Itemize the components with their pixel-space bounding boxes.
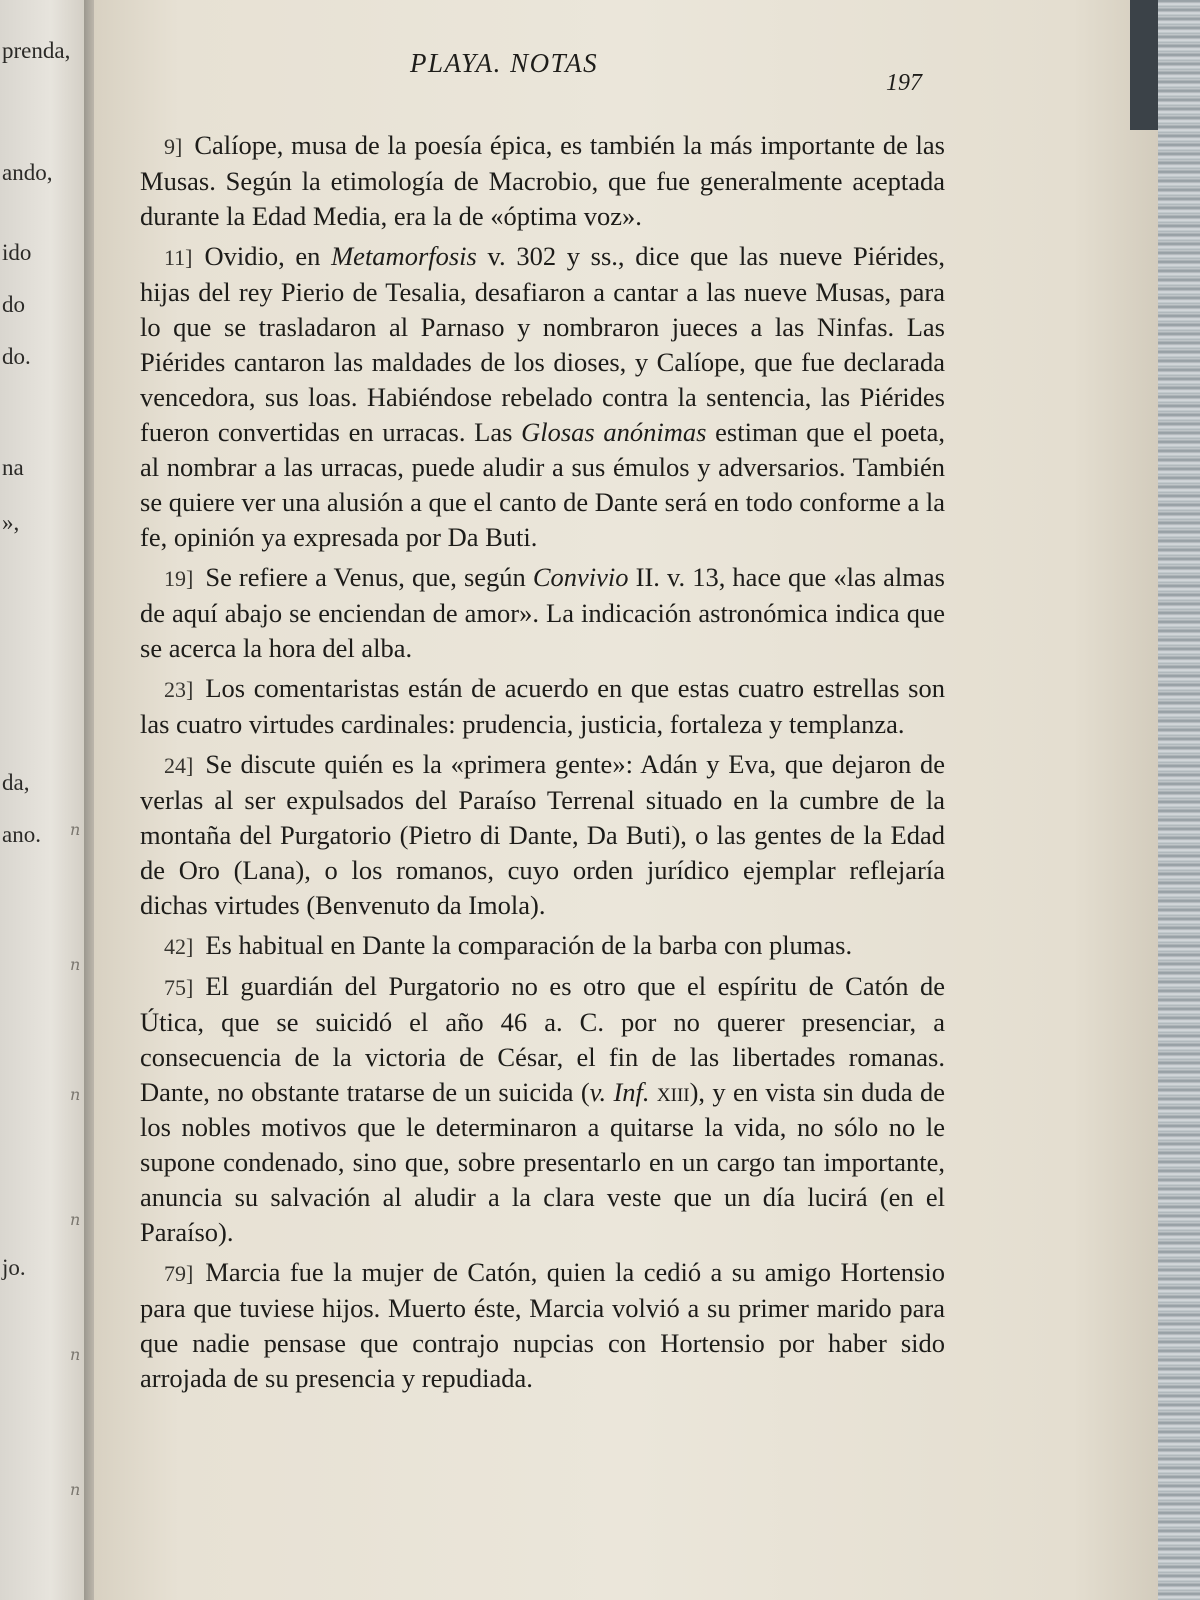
note-reference: 24] <box>164 753 194 778</box>
facing-page-fragment: jo. <box>2 1255 26 1280</box>
facing-page-fragment: do <box>2 292 25 317</box>
facing-page-fragment: », <box>2 510 20 535</box>
facing-page-fragment: na <box>2 455 24 480</box>
note-reference: 23] <box>164 677 194 702</box>
note-paragraph <box>140 928 945 964</box>
note-reference: 9] <box>164 134 183 159</box>
note-text: estiman que el poeta, al nombrar a las urracas, puede aludir a sus émulos y adversarios. También se quiere ver una alusión a que el canto de Dante será en todo conforme a la fe, opinión ya expresada por Da Buti. <box>140 417 945 552</box>
note-reference: 75] <box>164 975 194 1000</box>
note-text: El guardián del Purgatorio no es otro que el espíritu de Catón de Útica, que se suicidó el año 46 a. C. por no querer presenciar, a consecuencia de la victoria de César, el fin de las libertades romanas. Dante, no obstante tratarse de un suicida ( <box>140 971 945 1107</box>
note-italic-text: Metamorfosis <box>331 241 477 271</box>
note-paragraph <box>140 747 945 923</box>
book-cover-corner <box>1130 0 1160 130</box>
facing-page-fragment: ido <box>2 240 32 265</box>
running-head: PLAYA. NOTAS <box>410 48 599 78</box>
note-text: Ovidio, en <box>204 241 332 271</box>
note-text: Es habitual en Dante la comparación de la barba con plumas. <box>205 930 853 960</box>
note-text <box>650 1077 657 1107</box>
note-italic-text: v. Inf. <box>589 1077 650 1107</box>
note-text: Calíope, musa de la poesía épica, es también la más importante de las Musas. Según la etimología de Macrobio, que fue generalmente aceptada durante la Edad Media, era la de «óptima voz». <box>140 130 945 231</box>
facing-page-fragment: do. <box>2 344 31 369</box>
note-reference: 19] <box>164 566 194 591</box>
notes-text-block <box>140 128 945 1401</box>
note-text: ), y en vista sin duda de los nobles motivos que le determinaron a quitarse la vida, no sólo no le supone condenado, sino que, sobre presentarlo en un cargo tan importante, anuncia su salvación al aludir a la clara veste que un día lucirá (en el Paraíso). <box>140 1077 946 1247</box>
note-paragraph <box>140 671 945 742</box>
note-italic-text: Glosas anónimas <box>521 417 707 447</box>
note-reference: 11] <box>164 245 193 270</box>
note-paragraph <box>140 560 945 666</box>
facing-page-fragment: ano. <box>2 822 41 847</box>
facing-page-line-number: n <box>70 955 81 974</box>
note-reference: 79] <box>164 1261 194 1286</box>
note-reference: 42] <box>164 934 194 959</box>
facing-page-fragment: ando, <box>2 160 53 185</box>
note-smallcaps-text: xiii <box>656 1077 690 1107</box>
note-paragraph <box>140 239 945 555</box>
facing-page-fragment: prenda, <box>2 38 71 63</box>
note-text: Se discute quién es la «primera gente»: Adán y Eva, que dejaron de verlas al ser expulsados del Paraíso Terrenal situado en la cumbre de la montaña del Purgatorio (Pietro di Dante, Da Buti), o las gentes de la Edad de Oro (Lana), o los romanos, cuyo orden jurídico ejemplar reflejaría dichas virtudes (Benvenuto da Imola). <box>140 749 945 920</box>
page-stack-edge <box>1158 0 1200 1600</box>
note-paragraph <box>140 128 945 234</box>
facing-page-edge <box>0 0 92 1600</box>
note-text: Los comentaristas están de acuerdo en que estas cuatro estrellas son las cuatro virtudes cardinales: prudencia, justicia, fortaleza y templanza. <box>140 673 945 739</box>
facing-page-fragment: da, <box>2 770 30 795</box>
note-text: v. 302 y ss., dice que las nueve Piérides, hijas del rey Pierio de Tesalia, desafiaron a cantar a las nueve Musas, para lo que se trasladaron al Parnaso y nombraron jueces a las Ninfas. Las Piérides cantaron las maldades de los dioses, y Calíope, que fue declarada vencedora, sus loas. Habiéndose rebelado contra la sentencia, las Piérides fueron convertidas en urracas. Las <box>140 241 946 447</box>
note-text: II. v. 13, hace que «las almas de aquí abajo se enciendan de amor». La indicación astronómica indica que se acerca la hora del alba. <box>140 562 945 663</box>
facing-page-line-number: n <box>70 1210 81 1229</box>
facing-page-line-number: n <box>70 1085 81 1104</box>
facing-page-line-number: n <box>70 1480 81 1499</box>
facing-page-line-number: n <box>70 1345 81 1364</box>
facing-page-line-number: n <box>70 820 81 839</box>
note-text: Se refiere a Venus, que, según <box>205 562 533 592</box>
note-paragraph <box>140 969 945 1250</box>
page-number: 197 <box>886 70 922 96</box>
note-text: Marcia fue la mujer de Catón, quien la cedió a su amigo Hortensio para que tuviese hijos. Muerto éste, Marcia volvió a su primer marido para que nadie pensase que contrajo nupcias con Hortensio por haber sido arrojada de su presencia y repudiada. <box>140 1257 945 1393</box>
note-italic-text: Convivio <box>532 562 629 592</box>
note-paragraph <box>140 1255 945 1396</box>
